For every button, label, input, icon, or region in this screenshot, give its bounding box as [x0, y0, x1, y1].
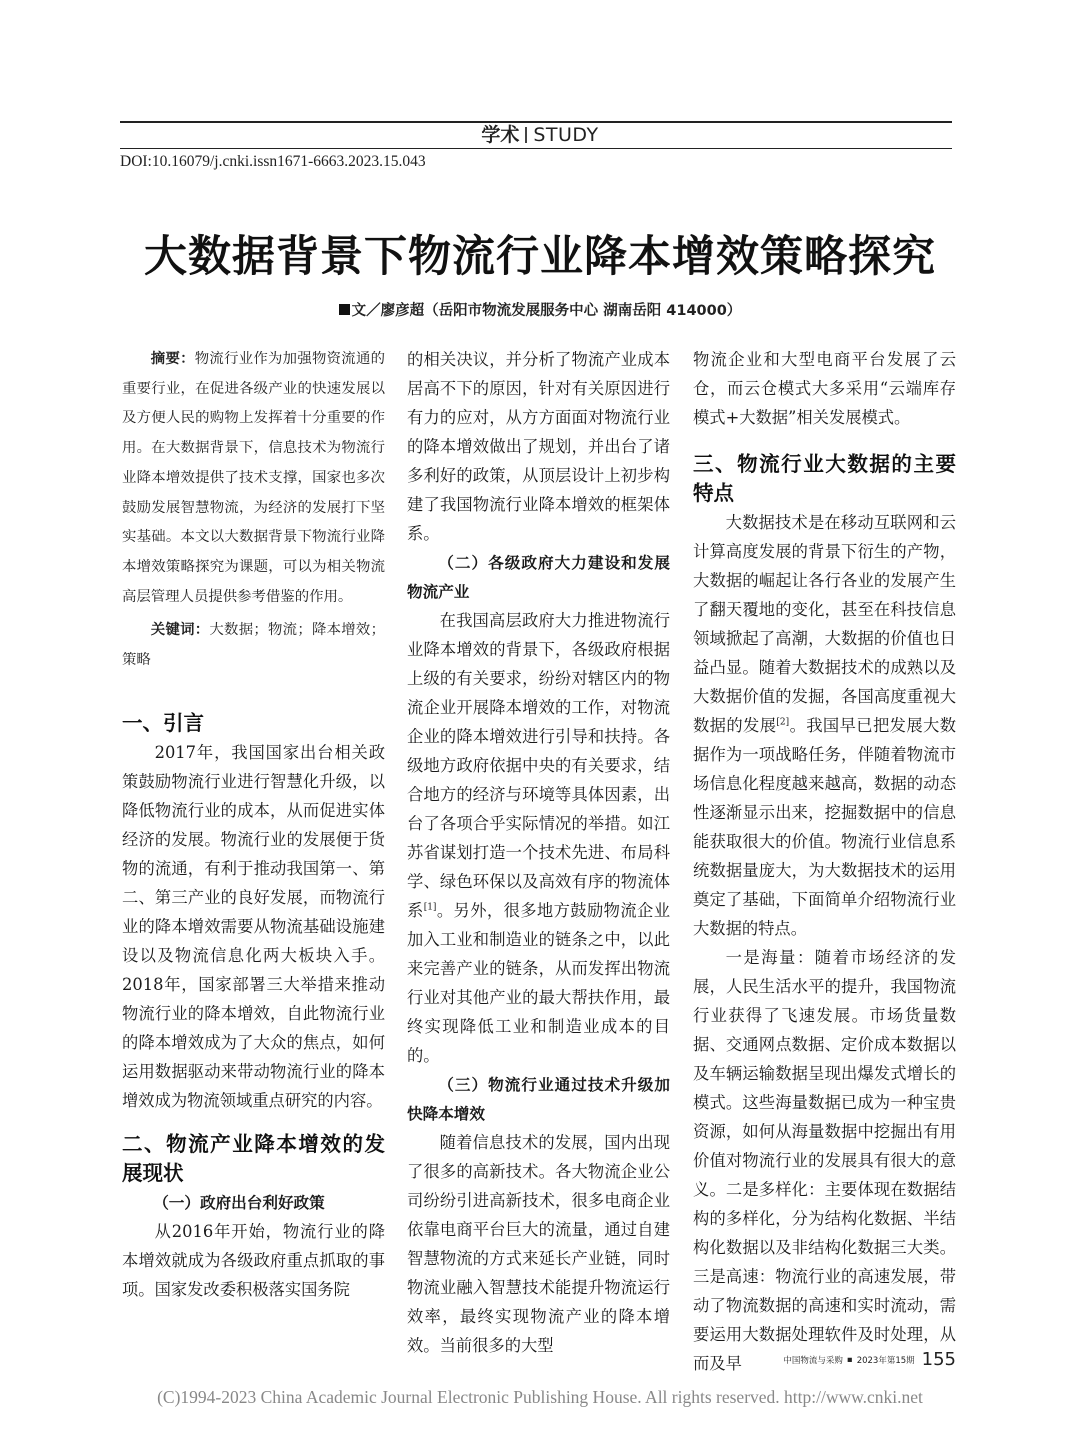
page-number: 155: [921, 1349, 956, 1370]
keywords: [122, 616, 385, 675]
paragraph: [693, 508, 956, 943]
citation-ref: [1]: [423, 902, 437, 913]
abstract: [122, 345, 385, 612]
byline-text: 文／廖彦超（岳阳市物流发展服务中心 湖南岳阳 414000）: [351, 303, 742, 319]
keywords-label: 关键词：: [150, 622, 210, 639]
column-1: [122, 345, 385, 1304]
paragraph-text: 在我国高层政府大力推进物流行业降本增效的背景下，各级政府根据上级的有关要求，纷纷对辖区内的物流企业开展降本增效的工作，对物流企业的降本增效进行引导和扶持。各级地方政府依据中央的有关要求，结合地方的经济与环境等具体因素，出台了各项合乎实际情况的举措。如江苏省谋划打造一个技术先进、布局科学、绿色环保以及高效有序的物流体系: [407, 611, 670, 920]
footer-dot: ▪: [846, 1354, 853, 1365]
paragraph-text: 大数据技术是在移动互联网和云计算高度发展的背景下衍生的产物，大数据的崛起让各行各业的发展产生了翻天覆地的变化，甚至在科技信息领域掀起了高潮，大数据的价值也日益凸显。随着大数据技术的成熟以及大数据价值的发掘，各国高度重视大数据的发展: [693, 513, 956, 735]
paragraph: 物流企业和大型电商平台发展了云仓，而云仓模式大多采用“云端库存模式+大数据”相关发展模式。: [693, 350, 956, 427]
byline-square-icon: [339, 304, 350, 315]
paragraph: 随着信息技术的发展，国内出现了很多的高新技术。各大物流企业公司纷纷引进高新技术，很多电商企业依靠电商平台巨大的流量，通过自建智慧物流的方式来延长产业链，同时物流业融入智慧技术能提升物流运行效率，最终实现物流产业的降本增效。当前很多的大型: [407, 1133, 670, 1355]
subsection-heading: （二）各级政府大力建设和发展物流产业: [407, 553, 670, 601]
footer-journal: 中国物流与采购: [783, 1355, 843, 1366]
section-heading: 二、物流产业降本增效的发展现状: [122, 1131, 385, 1185]
paragraph-text: 。另外，很多地方鼓励物流企业加入工业和制造业的链条之中，以此来完善产业的链条，从而发挥出物流行业对其他产业的最大帮扶作用，最终实现降低工业和制造业成本的目的。: [407, 901, 670, 1065]
byline: [0, 299, 1080, 320]
section-tag: [0, 124, 1080, 146]
copyright-watermark: (C)1994-2023 China Academic Journal Electronic Publishing House. All rights reserved. http://www.cnki.net: [157, 1387, 923, 1407]
paragraph: 2017年，我国国家出台相关政策鼓励物流行业进行智慧化升级，以降低物流行业的成本，从而促进实体经济的发展。物流行业的发展便于货物的流通，有利于推动我国第一、第二、第三产业的良好发展，而物流行业的降本增效需要从物流基础设施建设以及物流信息化两大板块入手。2018年，国家部署三大举措来推动物流行业的降本增效，自此物流行业的降本增效成为了大众的焦点，如何运用数据驱动来带动物流行业的降本增效成为物流领域重点研究的内容。: [122, 742, 385, 1110]
doi: DOI:10.16079/j.cnki.issn1671-6663.2023.15.043: [120, 153, 426, 170]
abstract-text: 物流行业作为加强物资流通的重要行业，在促进各级产业的快速发展以及方便人民的购物上发挥着十分重要的作用。在大数据背景下，信息技术为物流行业降本增效提供了技术支撑，国家也多次鼓励发展智慧物流，为经济的发展打下坚实基础。本文以大数据背景下物流行业降本增效策略探究为课题，可以为相关物流高层管理人员提供参考借鉴的作用。: [122, 351, 385, 605]
paragraph: 一是海量：随着市场经济的发展，人民生活水平的提升，我国物流行业获得了飞速发展。市场货量数据、交通网点数据、定价成本数据以及车辆运输数据呈现出爆发式增长的模式。这些海量数据已成为一种宝贵资源，如何从海量数据中挖掘出有用价值对物流行业的发展具有很大的意义。二是多样化：主要体现在数据结构的多样化，分为结构化数据、半结构化数据以及非结构化数据三大类。三是高速：物流行业的高速发展，带动了物流数据的高速和实时流动，需要运用大数据处理软件及时处理，从而及早: [693, 948, 956, 1373]
column-3: [693, 345, 956, 1378]
section-tag-en: STUDY: [533, 124, 599, 146]
header-rule-bottom: [120, 148, 952, 149]
section-tag-cn: 学术: [481, 124, 520, 146]
abstract-label: 摘要：: [150, 351, 195, 367]
paragraph: 的相关决议，并分析了物流产业成本居高不下的原因，针对有关原因进行有力的应对，从方方面面对物流行业的降本增效做出了规划，并出台了诸多利好的政策，从顶层设计上初步构建了我国物流行业降本增效的框架体系。: [407, 350, 670, 543]
paragraph: 从2016年开始，物流行业的降本增效就成为各级政府重点抓取的事项。国家发改委积极落实国务院: [122, 1221, 385, 1299]
section-heading: 三、物流行业大数据的主要特点: [693, 452, 956, 505]
keywords-text: 大数据；物流；降本增效；策略: [122, 622, 385, 669]
footer-issue: 2023年第15期: [856, 1355, 915, 1366]
paragraph-text: 。我国早已把发展大数据作为一项战略任务，伴随着物流市场信息化程度越来越高，数据的动态性逐渐显示出来，挖掘数据中的信息能获取很大的价值。物流行业信息系统数据量庞大，为大数据技术的运用奠定了基础，下面简单介绍物流行业大数据的特点。: [693, 716, 956, 938]
section-heading: 一、引言: [122, 710, 204, 735]
article-title: 大数据背景下物流行业降本增效策略探究: [144, 232, 936, 282]
section-tag-divider: [525, 127, 527, 143]
page-footer: [783, 1349, 956, 1370]
subsection-heading: （一）政府出台利好政策: [153, 1192, 325, 1212]
column-2: [407, 345, 670, 1360]
paragraph: [407, 606, 670, 1070]
citation-ref: [2]: [776, 717, 790, 728]
header-rule-top: [120, 121, 952, 123]
subsection-heading: （三）物流行业通过技术升级加快降本增效: [407, 1075, 670, 1123]
